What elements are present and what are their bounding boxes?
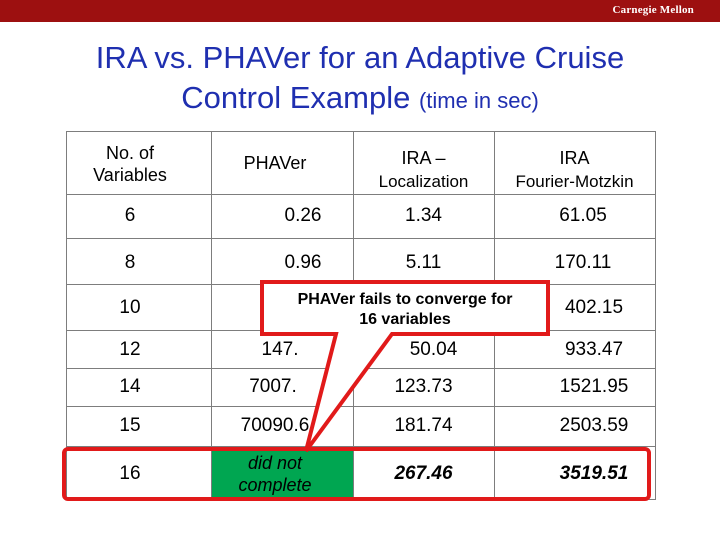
cell-ira-localization: 181.74	[394, 415, 453, 436]
cell-phaver: 147.	[261, 339, 299, 360]
header-phaver: PHAVer	[243, 153, 307, 173]
header-ira-localization-line-1: IRA –	[401, 148, 446, 168]
cell-ira-localization: 1.34	[405, 205, 442, 226]
title-line-1: IRA vs. PHAVer for an Adaptive Cruise	[95, 40, 625, 75]
header-ira-localization-line-2: Localization	[378, 172, 469, 191]
did-not-complete-line-2: complete	[238, 475, 312, 495]
callout-text-line-2: 16 variables	[359, 311, 451, 328]
callout-text	[262, 290, 548, 330]
title-line-2-small: (time in sec)	[418, 88, 539, 113]
cell-variables: 10	[119, 297, 141, 318]
header-ira-fm-line-1: IRA	[559, 148, 590, 168]
cell-variables: 6	[124, 205, 136, 226]
callout-text-line-1: PHAVer fails to converge for	[297, 291, 513, 308]
cell-ira-localization: 267.46	[394, 463, 453, 484]
cell-variables: 14	[119, 376, 141, 397]
cell-phaver: 7007.	[249, 376, 297, 397]
cell-ira-fm: 61.05	[559, 205, 607, 226]
did-not-complete-line-1: did not	[247, 453, 303, 473]
cell-variables: 8	[124, 252, 136, 273]
cell-ira-fm: 2503.59	[559, 415, 629, 436]
cell-variables: 12	[119, 339, 141, 360]
cell-ira-localization: 123.73	[394, 376, 453, 397]
cell-variables: 16	[119, 463, 141, 484]
cell-ira-fm: 3519.51	[559, 463, 629, 484]
title-line-2-main: Control Example	[181, 80, 419, 115]
brand-logo: Carnegie Mellon	[612, 4, 694, 16]
header-ira-fm-line-2: Fourier-Motzkin	[515, 172, 634, 191]
cell-phaver: 0.96	[284, 252, 322, 273]
cell-ira-localization: 50.04	[409, 339, 458, 360]
cell-ira-fm: 933.47	[564, 339, 624, 360]
cell-phaver: 70090.6	[240, 415, 310, 436]
cell-variables: 15	[119, 415, 141, 436]
row-highlight-box	[62, 447, 651, 501]
cell-phaver: 0.26	[284, 205, 322, 226]
cell-ira-fm: 170.11	[554, 252, 612, 273]
cell-ira-fm: 1521.95	[559, 376, 629, 397]
cell-ira-fm: 402.15	[564, 297, 624, 318]
header-variables-line-1: No. of	[105, 143, 155, 163]
cell-ira-localization: 5.11	[405, 252, 442, 273]
header-variables-line-2: Variables	[93, 165, 167, 185]
